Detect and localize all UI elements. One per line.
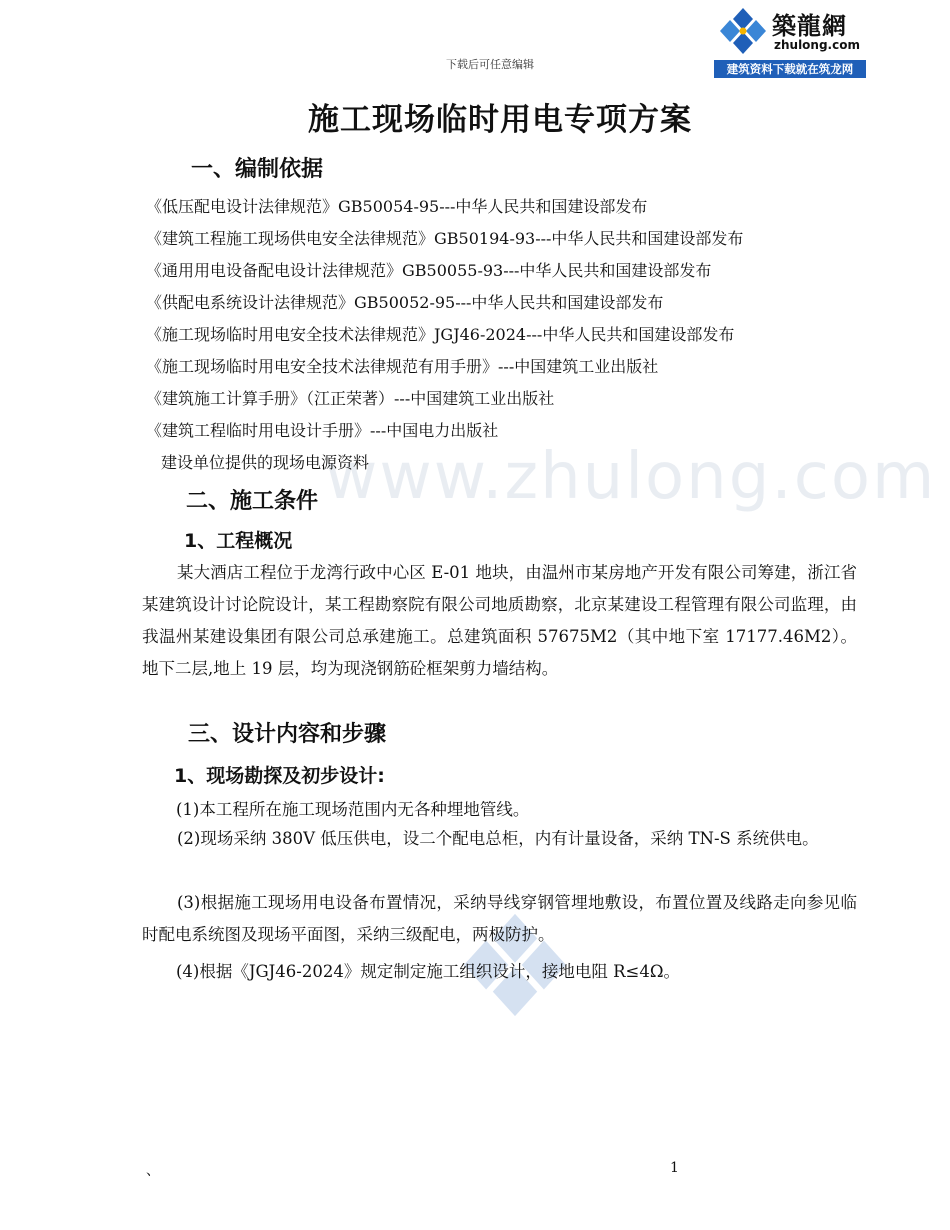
reference-item: 《通用用电设备配电设计法律规范》GB50055-93---中华人民共和国建设部发布 bbox=[146, 261, 712, 280]
design-step: (1)本工程所在施工现场范围内无各种埋地管线。 bbox=[176, 800, 530, 819]
logo-slogan: 建筑资料下载就在筑龙网 bbox=[714, 60, 866, 78]
design-step: (3)根据施工现场用电设备布置情况，采纳导线穿钢管埋地敷设，布置位置及线路走向参见临时配电系统图及现场平面图，采纳三级配电，两极防护。 bbox=[142, 893, 857, 944]
section3-heading: 三、设计内容和步骤 bbox=[188, 722, 387, 747]
section1-heading: 一、编制依据 bbox=[191, 157, 324, 182]
page-number: 1 bbox=[670, 1160, 679, 1176]
reference-item: 《建筑施工计算手册》（江正荣著）---中国建筑工业出版社 bbox=[146, 389, 555, 408]
design-step: (4)根据《JGJ46-2024》规定制定施工组织设计，接地电阻 R≤4Ω。 bbox=[176, 962, 681, 981]
section2-subheading: 1、工程概况 bbox=[184, 530, 293, 552]
document-title: 施工现场临时用电专项方案 bbox=[308, 102, 692, 138]
reference-item: 《供配电系统设计法律规范》GB50052-95---中华人民共和国建设部发布 bbox=[146, 293, 664, 312]
reference-item: 建设单位提供的现场电源资料 bbox=[161, 453, 370, 472]
footer-mark: 、 bbox=[146, 1163, 160, 1179]
zhulong-logo-icon bbox=[716, 6, 770, 56]
logo-domain: zhulong.com bbox=[774, 38, 860, 52]
logo-name: 築龍網 bbox=[772, 11, 847, 40]
design-step: (2)现场采纳 380V 低压供电，设二个配电总柜，内有计量设备，采纳 TN-S 系统供电。 bbox=[177, 829, 819, 848]
zhulong-logo bbox=[714, 2, 866, 76]
section2-heading: 二、施工条件 bbox=[186, 489, 319, 514]
reference-item: 《施工现场临时用电安全技术法律规范》JGJ46-2024---中华人民共和国建设部发布 bbox=[146, 325, 735, 344]
header-note: 下载后可任意编辑 bbox=[446, 58, 534, 71]
section3-subheading: 1、现场勘探及初步设计: bbox=[174, 765, 385, 787]
reference-item: 《施工现场临时用电安全技术法律规范有用手册》---中国建筑工业出版社 bbox=[146, 357, 659, 376]
reference-item: 《建筑工程施工现场供电安全法律规范》GB50194-93---中华人民共和国建设部发布 bbox=[146, 229, 744, 248]
reference-item: 《低压配电设计法律规范》GB50054-95---中华人民共和国建设部发布 bbox=[146, 197, 648, 216]
reference-item: 《建筑工程临时用电设计手册》---中国电力出版社 bbox=[146, 421, 499, 440]
watermark: www.zhulong.com bbox=[325, 440, 937, 514]
project-overview-paragraph: 某大酒店工程位于龙湾行政中心区 E-01 地块，由温州市某房地产开发有限公司筹建，浙江省某建筑设计讨论院设计，某工程勘察院有限公司地质勘察，北京某建设工程管理有限公司监理，由我温州某建设集团有限公司总承建施工。总建筑面积 57675M2（其中地下室 17177.46M2）。地下二层,地上 19 层，均为现浇钢筋砼框架剪力墙结构。 bbox=[142, 563, 857, 678]
